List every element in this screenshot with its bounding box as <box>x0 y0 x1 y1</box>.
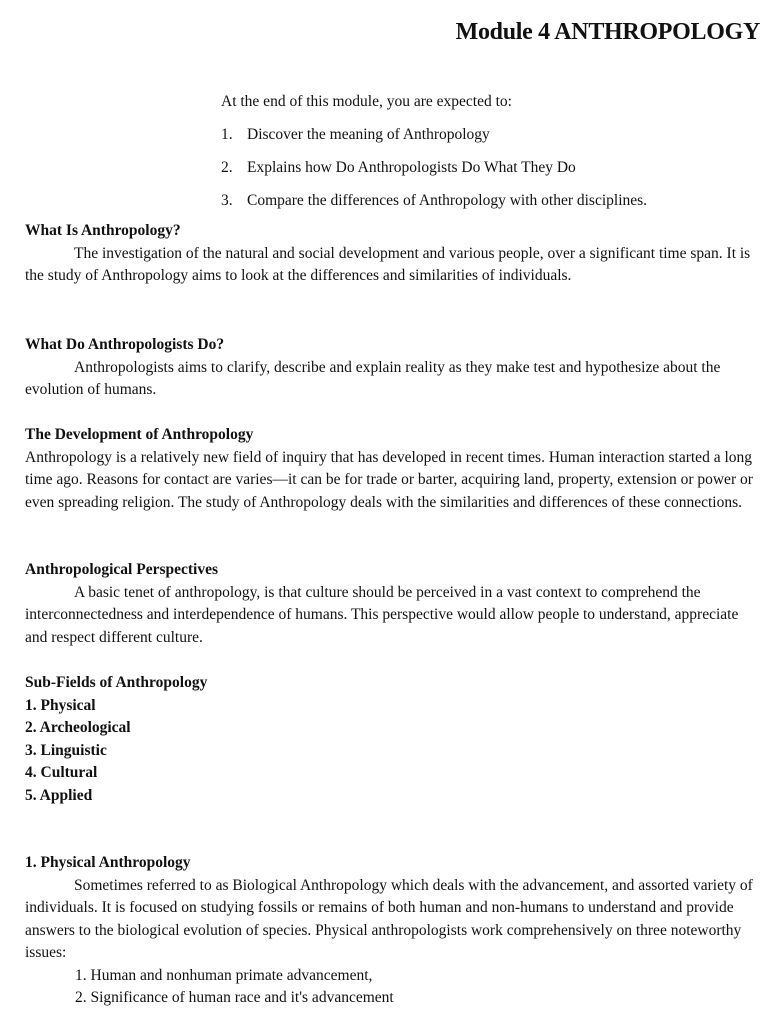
section-heading: Sub-Fields of Anthropology <box>25 674 208 691</box>
subfields-list <box>25 695 763 808</box>
objective-text: Compare the differences of Anthropology with other disciplines. <box>247 191 648 209</box>
objective-text: Discover the meaning of Anthropology <box>247 125 490 143</box>
section-body: Anthropologists aims to clarify, describe and explain reality as they make test and hypothesize about the evolution of humans. <box>25 358 721 398</box>
section-body: Anthropology is a relatively new field of inquiry that has developed in recent times. Human interaction started a long time ago. Reasons for contact are varies—it can be for trade or barter, acquiring land, property, extension or power or even spreading religion. The study of Anthropology deals with the similarities and differences of these connections. <box>25 448 753 511</box>
section-heading: Anthropological Perspectives <box>25 561 219 578</box>
section-body: The investigation of the natural and social development and various people, over a significant time span. It is the study of Anthropology aims to look at the differences and similarities of individuals. <box>25 244 751 284</box>
section-what-do-anthropologists-do <box>25 334 763 402</box>
objective-text: Explains how Do Anthropologists Do What They Do <box>247 158 576 176</box>
section-heading: What Is Anthropology? <box>25 222 181 239</box>
section-physical-anthropology <box>25 852 763 1010</box>
section-body: Sometimes referred to as Biological Anthropology which deals with the advancement, and assorted variety of individuals. It is focused on studying fossils or remains of both human and non-humans to understand and provide answers to the biological evolution of species. Physical anthropologists work comprehensively on three noteworthy issues: <box>25 876 753 961</box>
list-item: 4. Cultural <box>25 764 98 781</box>
section-subfields <box>25 672 763 807</box>
list-item: 1. Physical <box>25 696 96 714</box>
page-title: Module 4 ANTHROPOLOGY <box>455 19 760 45</box>
objective-number: 2. <box>221 158 233 176</box>
section-heading: What Do Anthropologists Do? <box>25 336 225 353</box>
section-perspectives <box>25 559 763 649</box>
section-development <box>25 424 763 514</box>
section-body: A basic tenet of anthropology, is that culture should be perceived in a vast context to comprehend the interconnectedness and interdependence of humans. This perspective would allow people to understand, appreciate and respect different culture. <box>25 583 739 646</box>
list-item: 2. Archeological <box>25 719 131 736</box>
objective-item <box>221 157 741 180</box>
section-what-is-anthropology <box>25 220 763 288</box>
learning-objectives <box>221 91 741 223</box>
objectives-intro: At the end of this module, you are expected to: <box>221 93 512 110</box>
list-item: 5. Applied <box>25 786 93 804</box>
section-heading: The Development of Anthropology <box>25 426 254 443</box>
objective-item <box>221 190 741 213</box>
list-item: 1. Human and nonhuman primate advancement, <box>75 966 373 984</box>
objectives-list <box>221 124 741 213</box>
list-item: 3. Linguistic <box>25 741 107 759</box>
objective-number: 3. <box>221 191 233 209</box>
issues-list <box>25 965 763 1010</box>
objective-number: 1. <box>221 125 233 143</box>
objective-item <box>221 124 741 147</box>
section-heading: 1. Physical Anthropology <box>25 854 191 871</box>
list-item: 2. Significance of human race and it's advancement <box>75 989 394 1006</box>
